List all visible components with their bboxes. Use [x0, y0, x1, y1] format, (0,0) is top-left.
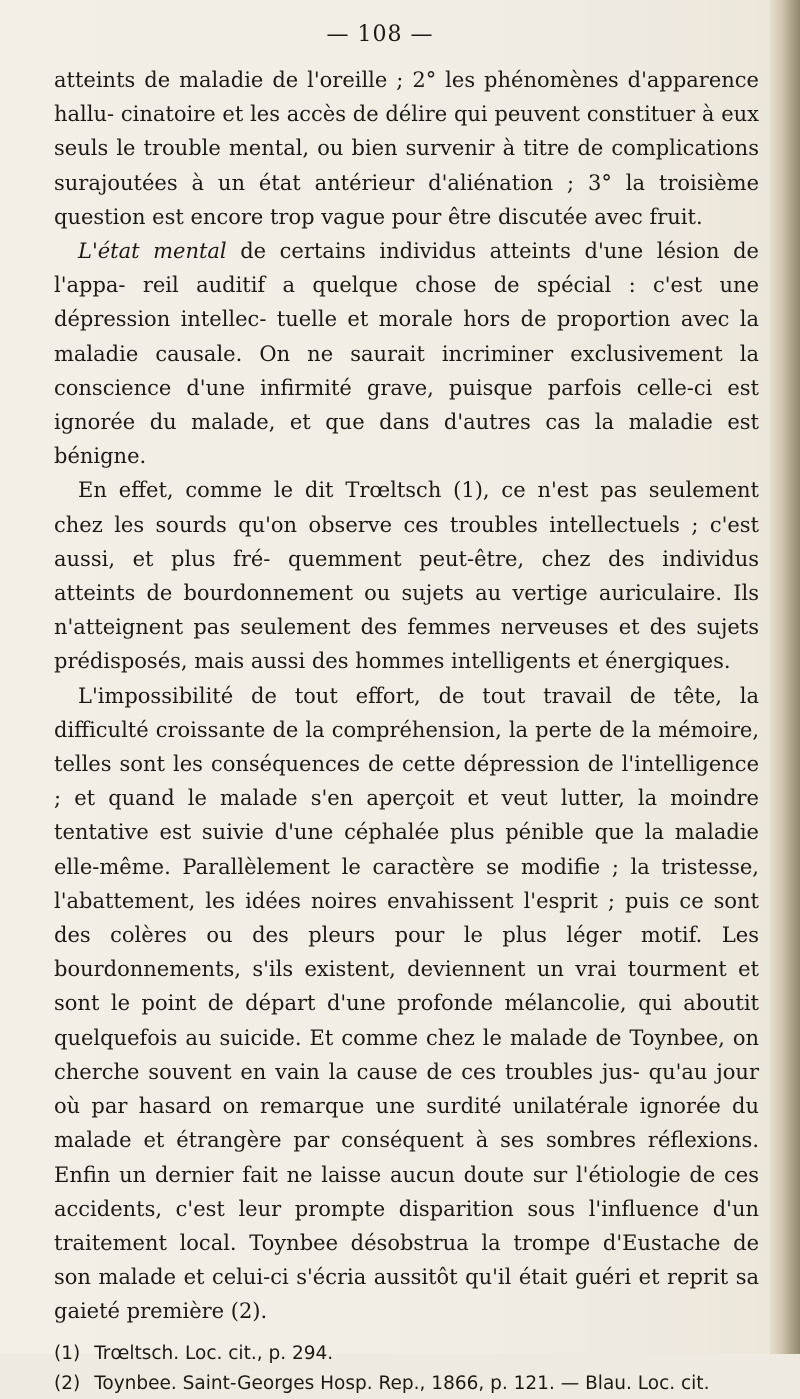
footnotes [54, 1339, 759, 1399]
paragraph-4: L'impossibilité de tout effort, de tout travail de tête, la difficulté croissante de la compréhension, la perte de la mémoire, telles sont les conséquences de cette dépression de l'intelligence ; et quand le malade s'en aperçoit et veut lutter, la moindre tentative est suivie d'une céphalée plus pénible que la maladie elle-même. Parallèlement le caractère se modifie ; la tristesse, l'abattement, les idées noires envahissent l'esprit ; puis ce sont des colères ou des pleurs pour le plus léger motif. Les bourdonnements, s'ils existent, deviennent un vrai tourment et sont le point de départ d'une profonde mélancolie, qui aboutit quelquefois au suicide. Et comme chez le malade de Toynbee, on cherche souvent en vain la cause de ces troubles jus- qu'au jour où par hasard on remarque une surdité unilatérale ignorée du malade et étrangère par conséquent à ses sombres réflexions. Enfin un dernier fait ne laisse aucun doute sur l'étiologie de ces accidents, c'est leur prompte disparition sous l'influence d'un traitement local. Toynbee désobstrua la trompe d'Eustache de son malade et celui-ci s'écria aussitôt qu'il était guéri et reprit sa gaieté première (2). [54, 683, 759, 1324]
body-text [54, 63, 759, 1399]
page-number: — 108 — [326, 22, 434, 47]
footnote-text: Trœltsch. Loc. cit., p. 294. [94, 1342, 334, 1364]
footnote-mark: (1) [54, 1342, 81, 1364]
page-edge-shadow [770, 0, 800, 1354]
paragraph-3: En effet, comme le dit Trœltsch (1), ce n'est pas seulement chez les sourds qu'on observe ces troubles intellectuels ; c'est aussi, et plus fré- quemment peut-être, chez des individus atteints de bourdonnement ou sujets au vertige auriculaire. Ils n'atteignent pas seulement des femmes nerveuses et des sujets prédisposés, mais aussi des hommes intelligents et énergiques. [54, 478, 759, 674]
footnote-text: Toynbee. Saint-Georges Hosp. Rep., 1866, p. 121. — Blau. Loc. cit. [94, 1372, 710, 1394]
footnote-mark: (2) [54, 1372, 81, 1394]
footnote-2 [54, 1369, 759, 1399]
paragraph-1: atteints de maladie de l'oreille ; 2° les phénomènes d'apparence hallu- cinatoire et les accès de délire qui peuvent constituer à eux seuls le trouble mental, ou bien survenir à titre de complications surajoutées à un état antérieur d'aliénation ; 3° la troisième question est encore trop vague pour être discutée avec fruit. [54, 68, 759, 229]
paragraph-2-text: de certains individus atteints d'une lésion de l'appa- reil auditif a quelque chose de spécial : c'est une dépression intellec- tuelle et morale hors de proportion avec la maladie causale. On ne saurait incriminer exclusivement la conscience d'une infirmité grave, puisque parfois celle-ci est ignorée du malade, et que dans d'autres cas la maladie est bénigne. [54, 239, 759, 469]
italic-lead: L'état mental [78, 239, 227, 264]
paragraph-2 [54, 234, 759, 473]
